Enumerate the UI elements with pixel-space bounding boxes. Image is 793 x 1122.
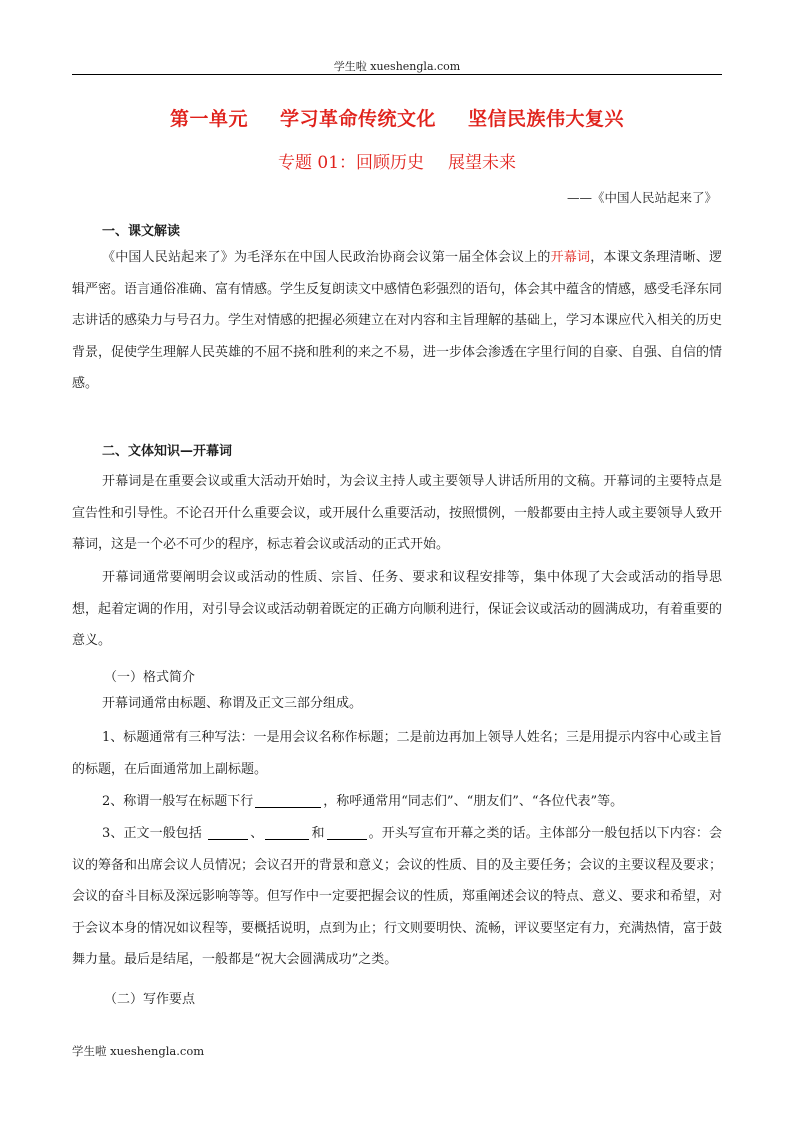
subheading-writing-points: （二）写作要点	[104, 992, 196, 1007]
format-paragraph-body	[72, 818, 722, 976]
body-separator: 、	[250, 826, 264, 841]
body-text-start: 3、正文一般包括	[102, 826, 207, 841]
section-heading-interpretation: 一、课文解读	[102, 224, 181, 239]
header-divider	[72, 74, 722, 75]
title-motto: 坚信民族伟大复兴	[468, 108, 625, 130]
document-title	[72, 104, 722, 131]
body-conjunction: 和	[311, 826, 325, 841]
fill-in-blank	[255, 793, 321, 808]
format-paragraph-salutation	[72, 786, 722, 818]
page-header: 学生啦 xueshengla.com	[333, 60, 461, 73]
title-unit: 第一单元	[169, 108, 248, 130]
salutation-text-end: ，称呼通常用“同志们”、“朋友们”、“各位代表”等。	[323, 794, 624, 809]
format-paragraph-title: 1、标题通常有三种写法：一是用会议名称作标题；二是前边再加上领导人姓名；三是用提示内容中心或主旨的标题，在后面通常加上副标题。	[72, 730, 722, 777]
interpretation-text-start: 《中国人民站起来了》为毛泽东在中国人民政治协商会议第一届全体会议上的	[102, 250, 551, 265]
section-heading-genre: 二、文体知识—开幕词	[102, 444, 233, 459]
interpretation-paragraph	[72, 242, 722, 400]
title-theme: 学习革命传统文化	[279, 108, 436, 130]
genre-paragraph-2: 开幕词通常要阐明会议或活动的性质、宗旨、任务、要求和议程安排等，集中体现了大会或活动的指导思想，起着定调的作用，对引导会议或活动朝着既定的正确方向顺利进行，保证会议或活动的圆满成功，有着重要的意义。	[72, 570, 723, 649]
subtitle-topic: 专题 01：回顾历史	[277, 153, 425, 173]
source-attribution: ——《中国人民站起来了》	[566, 190, 717, 205]
highlight-term: 开幕词	[550, 250, 591, 265]
fill-in-blank	[265, 825, 309, 840]
format-paragraph-intro: 开幕词通常由标题、称谓及正文三部分组成。	[102, 696, 363, 711]
body-text-end: 。开头写宣布开幕之类的话。主体部分一般包括以下内容：会议的筹备和出席会议人员情况；会议召开的背景和意义；会议的性质、目的及主要任务；会议的主要议程及要求；会议的奋斗目标及深远影响等等。但写作中一定要把握会议的性质，郑重阐述会议的特点、意义、要求和希望，对于会议本身的情况如议程等，要概括说明，点到为止；行文则要明快、流畅，评议要坚定有力，充满热情，富于鼓舞力量。最后是结尾，一般都是“祝大会圆满成功”之类。	[72, 826, 723, 968]
genre-paragraph-1: 开幕词是在重要会议或重大活动开始时，为会议主持人或主要领导人讲话所用的文稿。开幕词的主要特点是宣告性和引导性。不论召开什么重要会议，或开展什么重要活动，按照惯例，一般都要由主持人或主要领导人致开幕词，这是一个必不可少的程序，标志着会议或活动的正式开始。	[72, 474, 723, 553]
subheading-format: （一）格式简介	[104, 670, 196, 685]
fill-in-blank	[208, 825, 248, 840]
document-subtitle	[72, 148, 722, 173]
interpretation-text-end: ，本课文条理清晰、逻辑严密。语言通俗准确、富有情感。学生反复朗读文中感情色彩强烈的语句，体会其中蕴含的情感，感受毛泽东同志讲话的感染力与号召力。学生对情感的把握必须建立在对内容和主旨理解的基础上，学习本课应代入相关的历史背景，促使学生理解人民英雄的不屈不挠和胜利的来之不易，进一步体会渗透在字里行间的自豪、自强、自信的情感。	[72, 250, 723, 392]
page-footer: 学生啦 xueshengla.com	[72, 1044, 205, 1058]
subtitle-tagline: 展望未来	[448, 153, 517, 173]
fill-in-blank	[327, 825, 367, 840]
salutation-text-start: 2、称谓一般写在标题下行	[102, 794, 254, 809]
